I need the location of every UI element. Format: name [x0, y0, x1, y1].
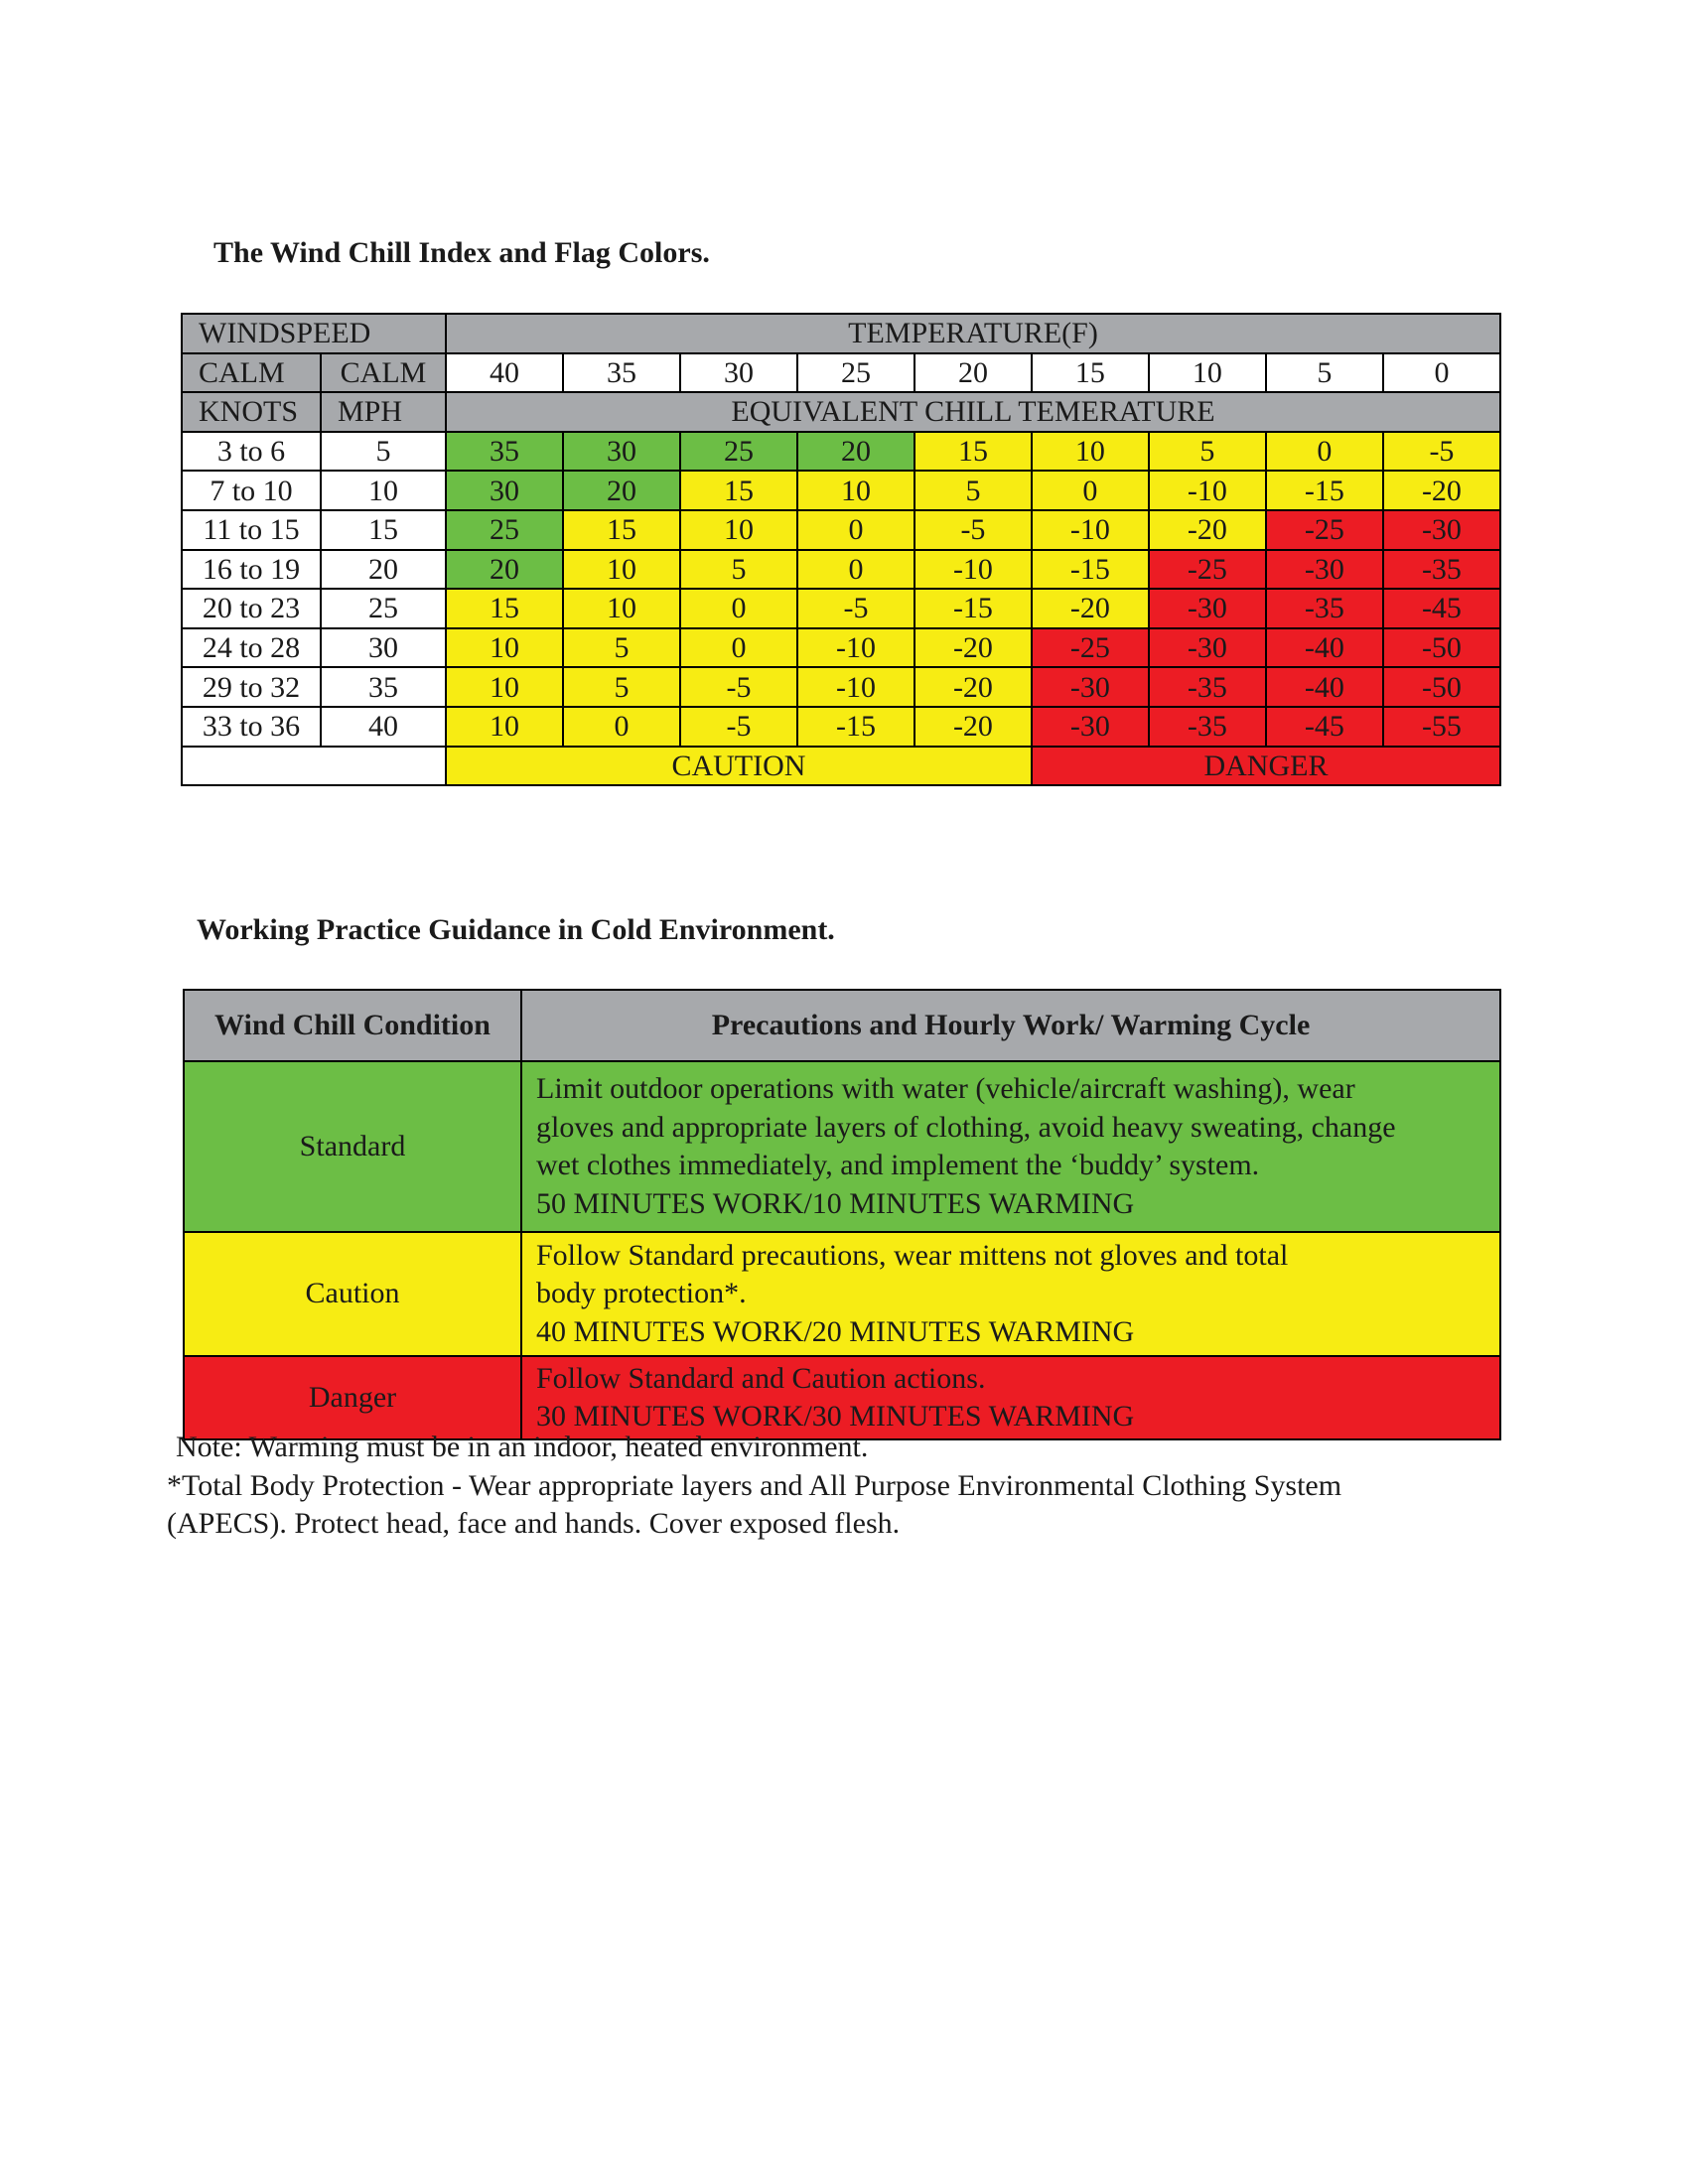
precaution-line: body protection*. [536, 1277, 747, 1310]
chill-value-cell: -35 [1383, 550, 1500, 590]
mph-cell: 35 [321, 667, 446, 707]
knots-cell: 29 to 32 [182, 667, 321, 707]
knots-header: KNOTS [182, 392, 321, 432]
chill-value-cell: -20 [914, 667, 1032, 707]
chill-value-cell: -35 [1149, 707, 1266, 747]
danger-flag-label: DANGER [1032, 747, 1500, 786]
chill-value-cell: -20 [1032, 589, 1149, 628]
chill-value-cell: -30 [1266, 550, 1383, 590]
knots-cell: 33 to 36 [182, 707, 321, 747]
caution-flag-label: CAUTION [446, 747, 1032, 786]
chill-value-cell: -30 [1149, 628, 1266, 668]
chill-value-cell: -10 [797, 667, 914, 707]
mph-cell: 15 [321, 510, 446, 550]
windspeed-header: WINDSPEED [182, 314, 446, 353]
chill-value-cell: 35 [446, 432, 563, 472]
chill-value-cell: -30 [1032, 707, 1149, 747]
header-row-temperatures [182, 353, 1500, 393]
chill-value-cell: -20 [914, 628, 1032, 668]
chill-value-cell: 25 [680, 432, 797, 472]
chill-value-cell: 20 [563, 471, 680, 510]
knots-cell: 3 to 6 [182, 432, 321, 472]
precautions-cell [521, 1232, 1500, 1356]
chill-value-cell: 0 [680, 589, 797, 628]
total-body-protection-note: *Total Body Protection - Wear appropriate layers and All Purpose Environmental Clothing System [167, 1469, 1342, 1502]
chill-value-cell: -5 [797, 589, 914, 628]
chill-value-cell: 0 [797, 510, 914, 550]
mph-cell: 25 [321, 589, 446, 628]
precaution-line: 50 MINUTES WORK/10 MINUTES WARMING [536, 1186, 1135, 1220]
chill-value-cell: -30 [1149, 589, 1266, 628]
chill-row [182, 471, 1500, 510]
chill-value-cell: -50 [1383, 667, 1500, 707]
calm-header-mph: CALM [321, 353, 446, 393]
temperature-col-header: 5 [1266, 353, 1383, 393]
chill-value-cell: -25 [1149, 550, 1266, 590]
chill-row [182, 707, 1500, 747]
chill-row [182, 628, 1500, 668]
chill-value-cell: 10 [563, 550, 680, 590]
guidance-row [184, 1356, 1500, 1439]
chill-value-cell: 10 [446, 667, 563, 707]
wind-chill-title: The Wind Chill Index and Flag Colors. [213, 236, 710, 269]
chill-value-cell: 25 [446, 510, 563, 550]
precaution-line: Follow Standard and Caution actions. [536, 1361, 986, 1395]
guidance-row [184, 1232, 1500, 1356]
wind-chill-condition-header: Wind Chill Condition [184, 990, 521, 1061]
wind-chill-condition-cell: Caution [184, 1232, 521, 1356]
chill-value-cell: -35 [1266, 589, 1383, 628]
precaution-line: 40 MINUTES WORK/20 MINUTES WARMING [536, 1314, 1135, 1348]
chill-value-cell: 5 [1149, 432, 1266, 472]
precautions-cell [521, 1061, 1500, 1232]
chill-value-cell: 0 [680, 628, 797, 668]
chill-value-cell: 5 [680, 550, 797, 590]
wind-chill-condition-cell: Danger [184, 1356, 521, 1439]
chill-value-cell: -30 [1383, 510, 1500, 550]
guidance-row [184, 1061, 1500, 1232]
header-row-units [182, 392, 1500, 432]
wind-chill-condition-cell: Standard [184, 1061, 521, 1232]
mph-cell: 10 [321, 471, 446, 510]
guidance-table [183, 989, 1501, 1440]
chill-value-cell: -25 [1266, 510, 1383, 550]
precaution-line: Limit outdoor operations with water (vehicle/aircraft washing), wear [536, 1072, 1355, 1105]
chill-value-cell: -5 [914, 510, 1032, 550]
header-row-windspeed [182, 314, 1500, 353]
warming-note: Note: Warming must be in an indoor, heated environment. [176, 1431, 869, 1463]
chill-value-cell: 20 [797, 432, 914, 472]
chill-value-cell: -5 [680, 667, 797, 707]
temperature-col-header: 10 [1149, 353, 1266, 393]
chill-value-cell: -5 [680, 707, 797, 747]
chill-value-cell: 5 [914, 471, 1032, 510]
chill-value-cell: -5 [1383, 432, 1500, 472]
mph-header: MPH [321, 392, 446, 432]
chill-value-cell: -10 [797, 628, 914, 668]
precaution-line: Follow Standard precautions, wear mittens not gloves and total [536, 1238, 1289, 1272]
chill-value-cell: 30 [563, 432, 680, 472]
chill-value-cell: -10 [914, 550, 1032, 590]
chill-value-cell: 10 [446, 707, 563, 747]
chill-value-cell: -15 [914, 589, 1032, 628]
precautions-cell [521, 1356, 1500, 1439]
chill-row [182, 667, 1500, 707]
temperature-col-header: 25 [797, 353, 914, 393]
mph-cell: 20 [321, 550, 446, 590]
chill-value-cell: -15 [1032, 550, 1149, 590]
chill-value-cell: 10 [797, 471, 914, 510]
chill-value-cell: 0 [1032, 471, 1149, 510]
chill-value-cell: -40 [1266, 628, 1383, 668]
calm-header-knots: CALM [182, 353, 321, 393]
temperature-col-header: 15 [1032, 353, 1149, 393]
chill-value-cell: -45 [1383, 589, 1500, 628]
chill-value-cell: 15 [680, 471, 797, 510]
knots-cell: 11 to 15 [182, 510, 321, 550]
chill-value-cell: -55 [1383, 707, 1500, 747]
knots-cell: 24 to 28 [182, 628, 321, 668]
chill-value-cell: -10 [1032, 510, 1149, 550]
chill-value-cell: -20 [1149, 510, 1266, 550]
chill-value-cell: 0 [797, 550, 914, 590]
mph-cell: 40 [321, 707, 446, 747]
precaution-line: 30 MINUTES WORK/30 MINUTES WARMING [536, 1400, 1135, 1433]
chill-value-cell: -50 [1383, 628, 1500, 668]
temperature-col-header: 0 [1383, 353, 1500, 393]
chill-value-cell: -15 [1266, 471, 1383, 510]
chill-row [182, 432, 1500, 472]
chill-value-cell: 20 [446, 550, 563, 590]
chill-value-cell: -25 [1032, 628, 1149, 668]
chill-value-cell: -30 [1032, 667, 1149, 707]
equivalent-chill-header: EQUIVALENT CHILL TEMERATURE [446, 392, 1500, 432]
chill-value-cell: -35 [1149, 667, 1266, 707]
chill-value-cell: 15 [914, 432, 1032, 472]
chill-row [182, 510, 1500, 550]
mph-cell: 30 [321, 628, 446, 668]
chill-value-cell: 10 [446, 628, 563, 668]
chill-value-cell: 0 [1266, 432, 1383, 472]
mph-cell: 5 [321, 432, 446, 472]
chill-value-cell: -45 [1266, 707, 1383, 747]
chill-value-cell: -20 [914, 707, 1032, 747]
precaution-line: gloves and appropriate layers of clothing, avoid heavy sweating, change [536, 1110, 1396, 1144]
chill-value-cell: -40 [1266, 667, 1383, 707]
temperature-col-header: 30 [680, 353, 797, 393]
chill-value-cell: 10 [680, 510, 797, 550]
chill-value-cell: 0 [563, 707, 680, 747]
chill-value-cell: 30 [446, 471, 563, 510]
chill-row [182, 550, 1500, 590]
chill-value-cell: 5 [563, 628, 680, 668]
temperature-col-header: 35 [563, 353, 680, 393]
chill-value-cell: 10 [1032, 432, 1149, 472]
chill-value-cell: -20 [1383, 471, 1500, 510]
precaution-line: wet clothes immediately, and implement the ‘buddy’ system. [536, 1149, 1260, 1181]
precautions-header: Precautions and Hourly Work/ Warming Cycle [521, 990, 1500, 1061]
wind-chill-table [181, 313, 1501, 786]
knots-cell: 16 to 19 [182, 550, 321, 590]
knots-cell: 7 to 10 [182, 471, 321, 510]
temperature-header: TEMPERATURE(F) [446, 314, 1500, 353]
chill-value-cell: -15 [797, 707, 914, 747]
total-body-protection-note-cont: (APECS). Protect head, face and hands. Cover exposed flesh. [167, 1507, 901, 1540]
guidance-header-row [184, 990, 1500, 1061]
chill-value-cell: 5 [563, 667, 680, 707]
chill-value-cell: 10 [563, 589, 680, 628]
temperature-col-header: 40 [446, 353, 563, 393]
chill-row [182, 589, 1500, 628]
temperature-col-header: 20 [914, 353, 1032, 393]
guidance-title: Working Practice Guidance in Cold Environment. [197, 913, 835, 946]
chill-value-cell: 15 [446, 589, 563, 628]
knots-cell: 20 to 23 [182, 589, 321, 628]
legend-blank-cell [182, 747, 446, 786]
flag-legend-row [182, 747, 1500, 786]
chill-value-cell: -10 [1149, 471, 1266, 510]
chill-value-cell: 15 [563, 510, 680, 550]
